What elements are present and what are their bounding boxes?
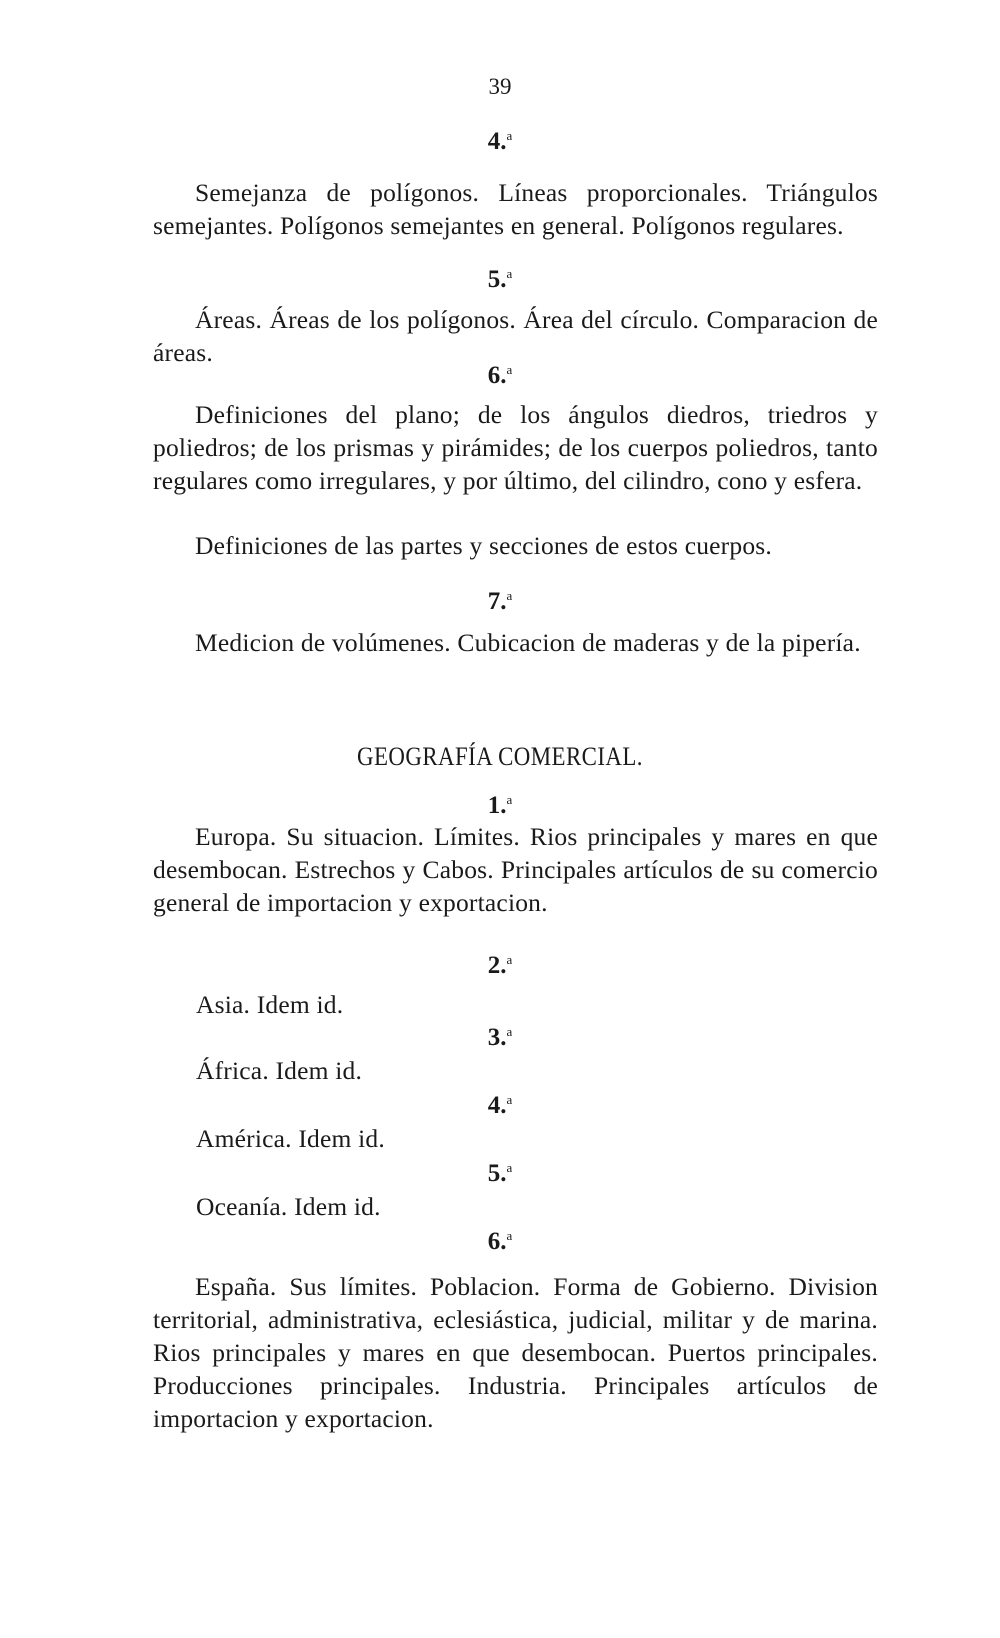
topic-number-6: 6.$^a$ [487, 362, 513, 389]
geo-topic-number-1: 1.$^a$ [487, 792, 513, 819]
page-number: 39 [488, 74, 512, 99]
topic-number-5: 5.$^a$ [487, 266, 513, 293]
geo-topic-text-4: América. Idem id. [196, 1124, 385, 1153]
topic-text-6: Definiciones del plano; de los ángulos diedros, triedros y poliedros; de los prismas y pirámides; de los cuerpos poliedros, tanto regulares como irregulares, y por último, del cilindro, cono y esfera. [153, 400, 878, 495]
topic-text-7: Medicion de volúmenes. Cubicacion de maderas y de la pipería. [195, 628, 861, 657]
geo-topic-text-1: Europa. Su situacion. Límites. Rios principales y mares en que desembocan. Estrechos y Cabos. Principales artículos de su comercio general de importacion y exportacion. [153, 822, 878, 917]
geo-topic-number-4: 4.$^a$ [487, 1092, 513, 1119]
geo-topic-number-6: 6.$^a$ [487, 1228, 513, 1255]
section-title-geografia: GEOGRAFÍA COMERCIAL. [357, 742, 643, 771]
topic-number-7: 7.$^a$ [487, 588, 513, 615]
geo-topic-number-3: 3.$^a$ [487, 1024, 513, 1051]
geo-topic-text-3: África. Idem id. [196, 1056, 363, 1085]
geo-topic-number-5: 5.$^a$ [487, 1160, 513, 1187]
geo-topic-number-2: 2.$^a$ [487, 952, 513, 979]
topic-number-4: 4.$^a$ [487, 128, 513, 155]
geo-topic-text-5: Oceanía. Idem id. [196, 1192, 381, 1221]
topic-text-4: Semejanza de polígonos. Líneas proporcionales. Triángulos semejantes. Polígonos semejantes en general. Polígonos regulares. [153, 178, 878, 240]
geo-topic-text-6: España. Sus límites. Poblacion. Forma de Gobierno. Division territorial, administrativa, eclesiástica, judicial, militar y de marina. Rios principales y mares en que desembocan. Puertos principales. Producciones principales. Industria. Principales artículos de importacion y exportacion. [153, 1272, 878, 1433]
topic-text-5: Áreas. Áreas de los polígonos. Área del círculo. Comparacion de áreas. [153, 305, 878, 367]
geo-topic-text-2: Asia. Idem id. [196, 990, 344, 1019]
topic-text-6b: Definiciones de las partes y secciones de estos cuerpos. [195, 531, 772, 560]
